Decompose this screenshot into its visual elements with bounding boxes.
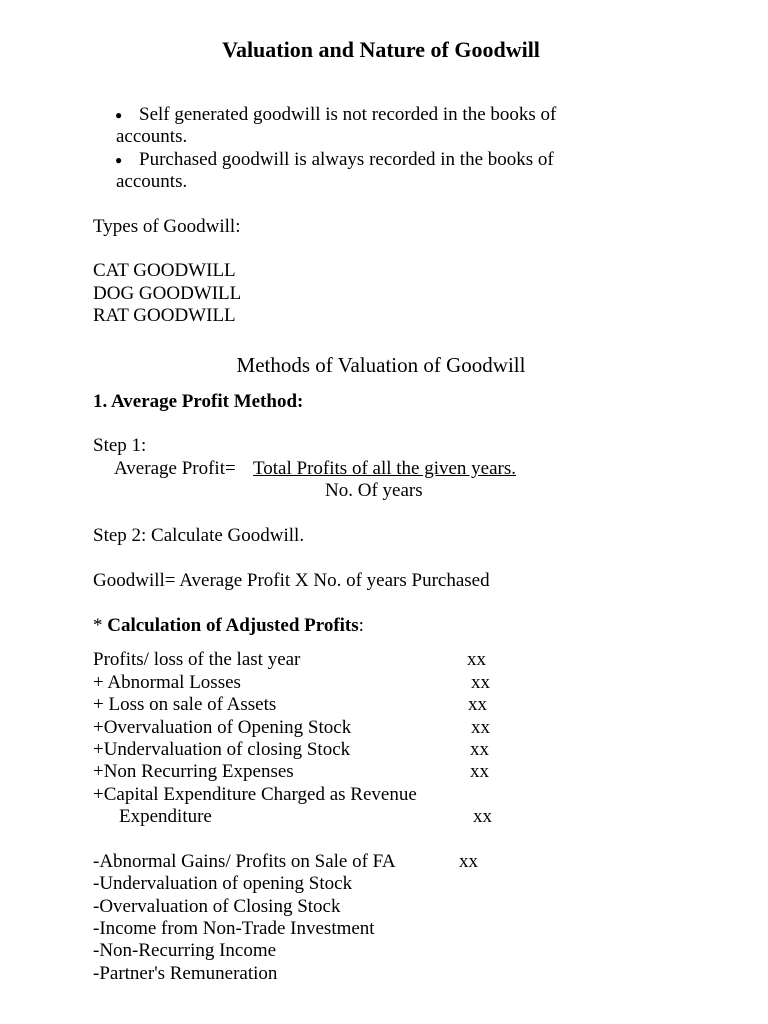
- average-profit-numerator: Total Profits of all the given years.: [253, 458, 517, 479]
- addition-amount: xx: [471, 672, 490, 693]
- addition-amount: xx: [471, 717, 490, 738]
- deduction-label: -Undervaluation of opening Stock: [93, 873, 353, 894]
- average-profit-denominator: No. Of years: [325, 480, 423, 501]
- addition-amount: xx: [468, 694, 487, 715]
- type-item: RAT GOODWILL: [93, 305, 236, 326]
- page-title: Valuation and Nature of Goodwill: [222, 37, 540, 62]
- step-1: Step 1:: [93, 435, 147, 456]
- adjusted-suffix: :: [358, 615, 364, 636]
- addition-label: +Overvaluation of Opening Stock: [93, 717, 352, 738]
- deduction-label: -Abnormal Gains/ Profits on Sale of FA: [93, 851, 396, 872]
- deduction-label: -Partner's Remuneration: [93, 963, 278, 984]
- bullet-1-line2: accounts.: [116, 126, 188, 147]
- addition-amount: xx: [467, 649, 486, 670]
- bullet-2-line2: accounts.: [116, 171, 188, 192]
- types-heading: Types of Goodwill:: [93, 216, 241, 237]
- goodwill-formula: Goodwill= Average Profit X No. of years Purchased: [93, 570, 490, 591]
- type-item: DOG GOODWILL: [93, 283, 242, 304]
- deduction-label: -Income from Non-Trade Investment: [93, 918, 375, 939]
- adjusted-profits-heading: [93, 615, 364, 637]
- addition-amount: xx: [470, 739, 489, 760]
- deduction-label: -Non-Recurring Income: [93, 940, 277, 961]
- bullet-icon: ●: [115, 108, 123, 122]
- average-profit-label: Average Profit=: [114, 458, 236, 479]
- addition-label: +Undervaluation of closing Stock: [93, 739, 351, 760]
- adjusted-label: Calculation of Adjusted Profits: [107, 615, 359, 636]
- addition-label: + Loss on sale of Assets: [93, 694, 277, 715]
- methods-heading: Methods of Valuation of Goodwill: [236, 353, 526, 377]
- adjusted-prefix: *: [93, 615, 108, 636]
- addition-amount: xx: [470, 761, 489, 782]
- type-item: CAT GOODWILL: [93, 260, 236, 281]
- addition-label: Expenditure: [119, 806, 212, 827]
- addition-amount: xx: [473, 806, 492, 827]
- bullet-icon: ●: [115, 153, 123, 167]
- addition-label: + Abnormal Losses: [93, 672, 241, 693]
- deduction-amount: xx: [459, 851, 478, 872]
- method-1-heading: 1. Average Profit Method:: [93, 391, 304, 412]
- deduction-label: -Overvaluation of Closing Stock: [93, 896, 341, 917]
- addition-label: +Non Recurring Expenses: [93, 761, 294, 782]
- bullet-2-line1: Purchased goodwill is always recorded in the books of: [139, 149, 554, 170]
- bullet-1-line1: Self generated goodwill is not recorded in the books of: [139, 104, 557, 125]
- step-2: Step 2: Calculate Goodwill.: [93, 525, 305, 546]
- addition-label: +Capital Expenditure Charged as Revenue: [93, 784, 417, 805]
- addition-label: Profits/ loss of the last year: [93, 649, 301, 670]
